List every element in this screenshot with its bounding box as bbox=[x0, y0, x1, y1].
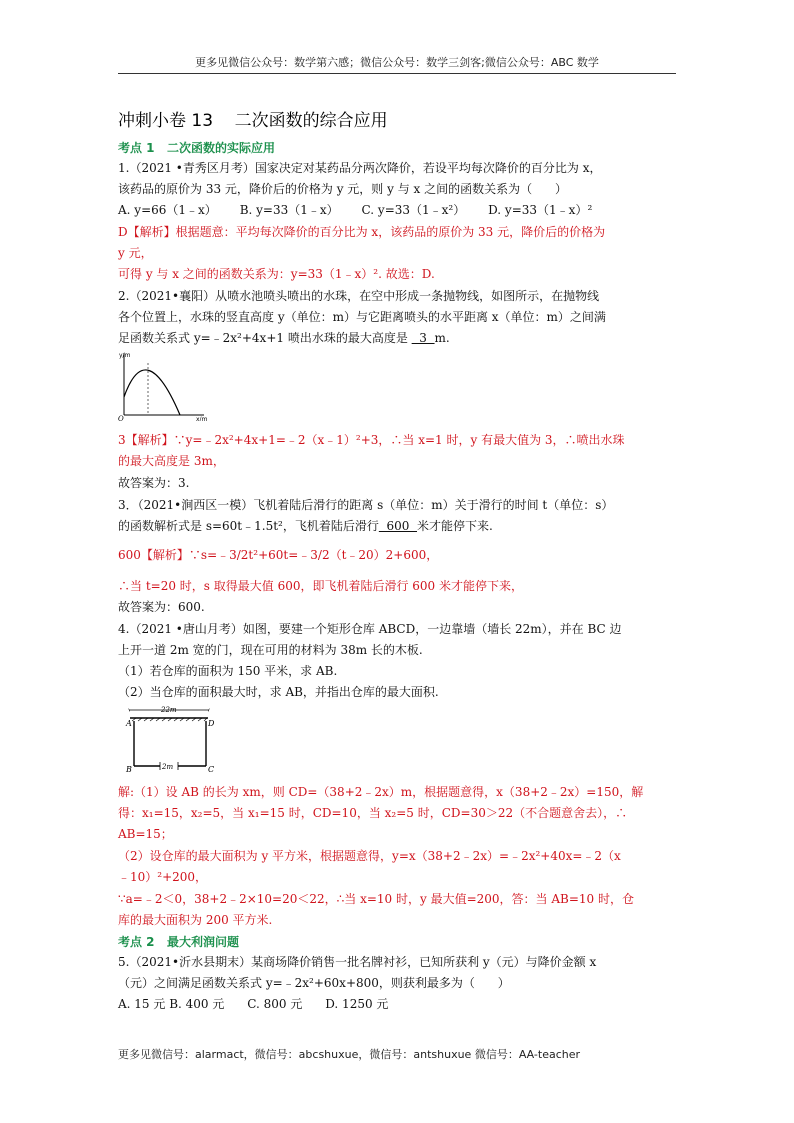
q3-answer-3: 故答案为：600. bbox=[118, 600, 205, 614]
q4-answer-6: ∵a=﹣2＜0，38+2﹣2×10=20＜22，∴当 x=10 时，y 最大值=200，答：当 AB=10 时，仓 bbox=[118, 892, 634, 906]
q1-options: A. y=66（1﹣x） B. y=33（1﹣x） C. y=33（1﹣x²） D. y=33（1﹣x）² bbox=[118, 203, 593, 217]
header-rule bbox=[118, 73, 676, 74]
q4-line-2: 上开一道 2m 宽的门，现在可用的材料为 38m 长的木板. bbox=[118, 643, 423, 657]
q1-answer-1: D【解析】根据题意：平均每次降价的百分比为 x，该药品的原价为 33 元，降价后的价格为 bbox=[118, 225, 606, 239]
figure-x-axis-label: x/m bbox=[196, 416, 208, 421]
q5-line-2: （元）之间满足函数关系式 y=﹣2x²+60x+800，则获利最多为（ ） bbox=[118, 976, 510, 990]
figure-y-axis-label: y/m bbox=[119, 352, 131, 359]
figure-wall-length: 22m bbox=[161, 706, 177, 714]
q3-line-1: 3．（2021•涧西区一模）飞机着陆后滑行的距离 s（单位：m）关于滑行的时间 t（单位：s） bbox=[118, 498, 614, 512]
q2-answer-3: 故答案为：3. bbox=[118, 476, 190, 490]
figure-door-width: 2m bbox=[162, 763, 174, 771]
q4-answer-3: AB=15； bbox=[118, 827, 173, 841]
figure-point-b: B bbox=[126, 765, 132, 774]
q2-line-3-text: 足函数关系式 y=﹣2x²+4x+1 喷出水珠的最大高度是 bbox=[118, 331, 412, 345]
q2-answer-1: 3【解析】∵y=﹣2x²+4x+1=﹣2（x﹣1）²+3，∴当 x=1 时，y 有最大值为 3，∴喷出水珠 bbox=[118, 433, 625, 447]
page-header: 更多见微信公众号：数学第六感；微信公众号：数学三剑客;微信公众号：ABC 数学 bbox=[195, 56, 599, 69]
q2-line-3 bbox=[118, 330, 450, 346]
q2-answer-2: 的最大高度是 3m， bbox=[118, 454, 225, 468]
q4-answer-2: 得：x₁=15，x₂=5，当 x₁=15 时，CD=10，当 x₂=5 时，CD=30＞22（不合题意舍去），∴ bbox=[118, 806, 628, 820]
q4-answer-4: （2）设仓库的最大面积为 y 平方米，根据题意得，y=x（38+2﹣2x）=﹣2x²+40x=﹣2（x bbox=[118, 849, 621, 863]
warehouse-figure bbox=[118, 704, 218, 776]
q2-line-3-unit: m. bbox=[434, 331, 450, 345]
q4-line-1: 4.（2021 •唐山月考）如图，要建一个矩形仓库 ABCD，一边靠墙（墙长 22m），并在 BC 边 bbox=[118, 622, 622, 636]
figure-point-c: C bbox=[208, 765, 215, 774]
q4-answer-1: 解:（1）设 AB 的长为 xm，则 CD=（38+2﹣2x）m，根据题意得，x（38+2﹣2x）=150，解 bbox=[118, 785, 644, 799]
q5-line-1: 5.（2021•沂水县期末）某商场降价销售一批名牌衬衫，已知所获利 y（元）与降价金额 x bbox=[118, 955, 597, 969]
q2-line-2: 各个位置上，水珠的竖直高度 y（单位：m）与它距离喷头的水平距离 x（单位：m）之间满 bbox=[118, 310, 606, 324]
q1-answer-3: 可得 y 与 x 之间的函数关系为：y=33（1﹣x）². 故选：D. bbox=[118, 267, 435, 281]
q1-line-2: 该药品的原价为 33 元，降价后的价格为 y 元，则 y 与 x 之间的函数关系为（ ） bbox=[118, 182, 568, 196]
q4-answer-5: ﹣10）²+200， bbox=[118, 870, 208, 884]
q3-line-2-tail: 米才能停下来. bbox=[417, 519, 493, 533]
q4-line-4: （2）当仓库的面积最大时，求 AB，并指出仓库的最大面积. bbox=[118, 685, 439, 699]
q5-options: A. 15 元 B. 400 元 C. 800 元 D. 1250 元 bbox=[118, 997, 389, 1011]
q3-line-2 bbox=[118, 518, 493, 534]
q1-line-1: 1.（2021 •青秀区月考）国家决定对某药品分两次降价，若设平均每次降价的百分比为 x， bbox=[118, 161, 602, 175]
figure-point-d: D bbox=[208, 719, 215, 728]
figure-point-a: A bbox=[126, 719, 132, 728]
page-footer: 更多见微信号：alarmact，微信号：abcshuxue，微信号：antshuxue 微信号：AA-teacher bbox=[118, 1048, 581, 1061]
section-heading-2: 考点 2 最大利润问题 bbox=[118, 935, 240, 949]
q2-line-1: 2.（2021•襄阳）从喷水池喷头喷出的水珠，在空中形成一条抛物线，如图所示，在抛物线 bbox=[118, 289, 600, 303]
q3-blank-answer: 600 bbox=[378, 519, 418, 533]
fountain-parabola-figure bbox=[118, 349, 208, 421]
q2-blank-answer: 3 bbox=[411, 331, 435, 345]
q3-line-2-text: 的函数解析式是 s=60t﹣1.5t²，飞机着陆后滑行 bbox=[118, 519, 379, 533]
q3-answer-1: 600【解析】∵s=﹣3/2t²+60t=﹣3/2（t﹣20）2+600， bbox=[118, 548, 439, 562]
q4-answer-7: 库的最大面积为 200 平方米. bbox=[118, 913, 273, 927]
section-heading-1: 考点 1 二次函数的实际应用 bbox=[118, 141, 276, 155]
page-title: 冲刺小卷 13 二次函数的综合应用 bbox=[118, 111, 388, 131]
q1-answer-2: y 元， bbox=[118, 246, 153, 260]
q4-line-3: （1）若仓库的面积为 150 平米，求 AB. bbox=[118, 664, 338, 678]
figure-origin-label: O bbox=[118, 415, 124, 421]
q3-answer-2: ∴当 t=20 时，s 取得最大值 600，即飞机着陆后滑行 600 米才能停下来， bbox=[118, 579, 524, 593]
